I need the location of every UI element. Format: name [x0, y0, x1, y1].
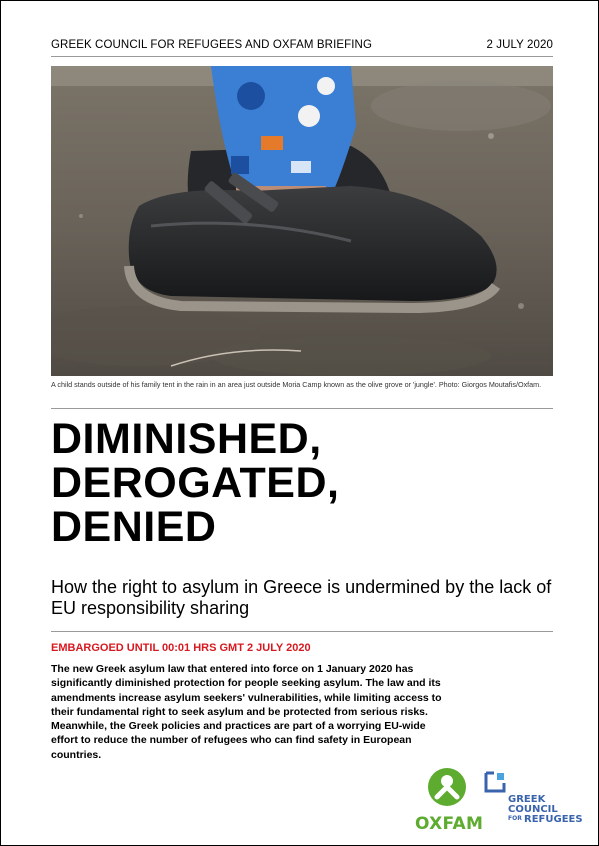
header-divider — [51, 56, 553, 57]
subtitle-divider — [51, 631, 553, 632]
gcr-logo-icon — [484, 771, 508, 795]
organization-line: GREEK COUNCIL FOR REFUGEES AND OXFAM BRIEFING — [51, 39, 373, 51]
caption-divider — [51, 408, 553, 409]
embargo-notice: EMBARGOED UNTIL 00:01 HRS GMT 2 JULY 2020 — [51, 642, 311, 654]
gcr-line-2: COUNCIL — [508, 804, 558, 815]
title-line-3: DENIED — [51, 503, 217, 551]
cover-photo — [51, 66, 553, 376]
document-header — [51, 39, 553, 51]
gcr-wordmark — [508, 795, 583, 825]
gcr-line-4: REFUGEES — [524, 814, 583, 825]
gcr-logo — [484, 771, 584, 825]
report-subtitle: How the right to asylum in Greece is undermined by the lack of EU responsibility sharing — [51, 577, 552, 618]
title-line-1: DIMINISHED, — [51, 415, 322, 463]
photo-caption: A child stands outside of his family tent in the rain in an area just outside Moria Camp known as the olive grove or 'jungle'. Photo: Giorgos Moutafis/Oxfam. — [51, 380, 542, 389]
gcr-line-3: FOR — [508, 815, 522, 822]
report-title — [51, 417, 553, 549]
oxfam-logo-icon — [427, 767, 467, 807]
oxfam-logo — [415, 767, 484, 834]
title-line-2: DEROGATED, — [51, 459, 340, 507]
gcr-line-1: GREEK — [508, 794, 546, 805]
publication-date: 2 JULY 2020 — [486, 39, 553, 51]
summary-paragraph: The new Greek asylum law that entered into force on 1 January 2020 has significantly diminished protection for people seeking asylum. The law and its amendments increase asylum seekers' vulnerabilities, while limiting access to their fundamental right to seek asylum and be protected from serious risks. Meanwhile, the Greek policies and practices are part of a worrying EU-wide effort to reduce the number of refugees who can find safety in European countries. — [51, 663, 442, 761]
oxfam-wordmark: OXFAM — [415, 814, 484, 834]
